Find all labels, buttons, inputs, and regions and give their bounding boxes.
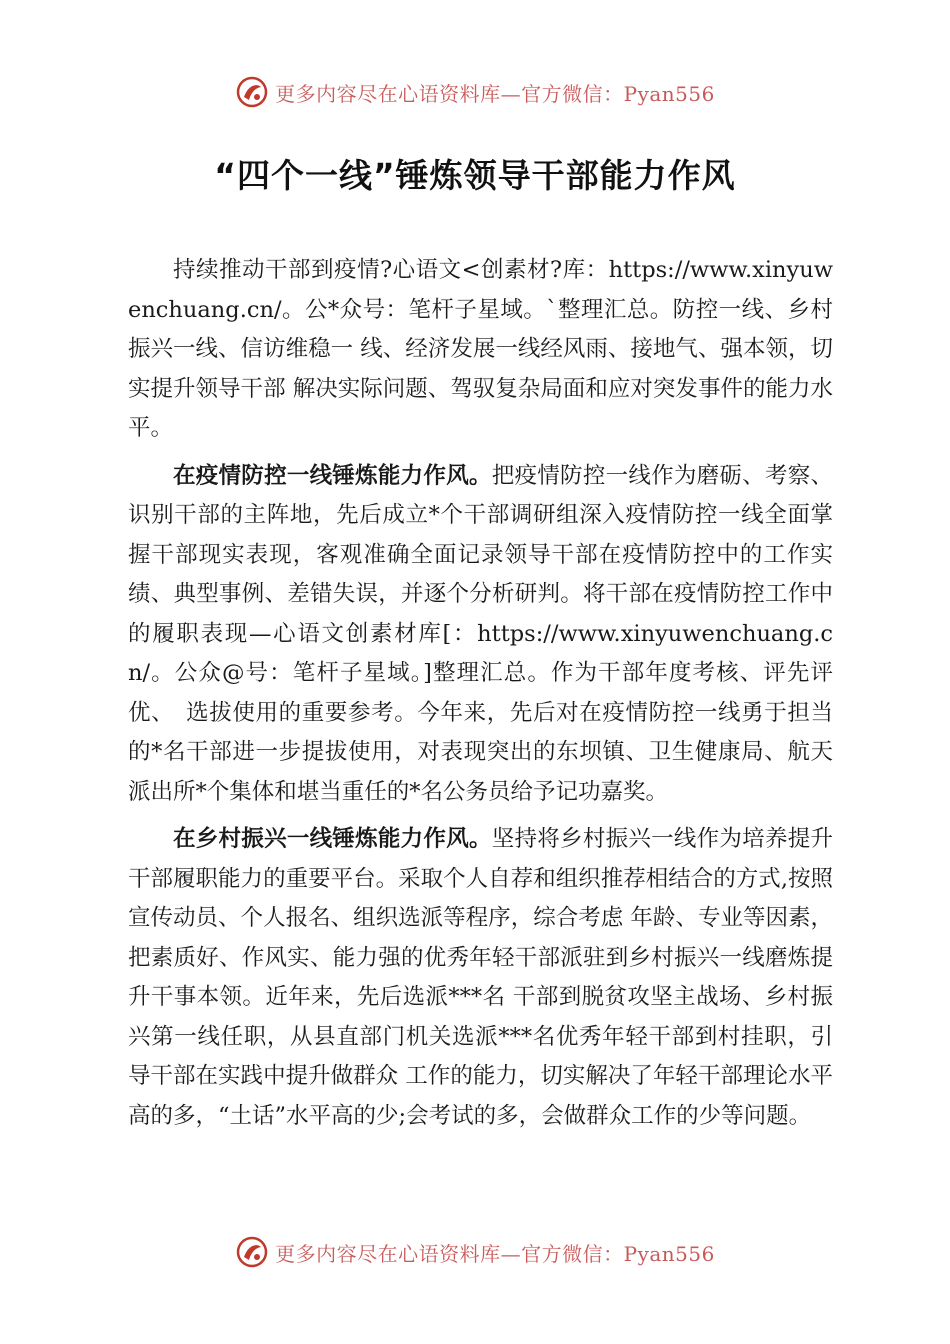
paragraph-text: 坚持将乡村振兴一线作为培养提升干部履职能力的重要平台。采取个人自荐和组织推荐相结合的方式,按照宣传动员、个人报名、组织选派等程序，综合考虑 年龄、专业等因素，把素质好、作风实、能力强的优秀年轻干部派驻到乡村振兴一线磨炼提升干事本领。近年来，先后选派***名 干部到脱贫攻坚主战场、乡村振兴第一线任职，从县直部门机关选派***名优秀年轻干部到村挂职，引导干部在实践中提升做群众 工作的能力，切实解决了年轻干部理论水平高的多，“土话”水平高的少;会考试的多，会做群众工作的少等问题。 [128, 826, 833, 1129]
paragraph-intro [128, 251, 833, 449]
red-seal-logo-icon [235, 75, 269, 109]
document-body [128, 251, 833, 1144]
paragraph-epidemic-control [128, 457, 833, 813]
paragraph-lead: 在疫情防控一线锤炼能力作风。 [173, 462, 492, 489]
red-seal-logo-icon [235, 1235, 269, 1269]
paragraph-lead: 在乡村振兴一线锤炼能力作风。 [173, 826, 492, 852]
footer-watermark-text: 更多内容尽在心语资料库—官方微信：Pyan556 [275, 1241, 715, 1266]
document-title: “四个一线”锤炼领导干部能力作风 [214, 156, 736, 195]
header-watermark-text: 更多内容尽在心语资料库—官方微信：Pyan556 [275, 81, 715, 106]
paragraph-rural-revitalization [128, 820, 833, 1136]
footer-watermark [0, 1232, 950, 1272]
header-watermark [0, 72, 950, 112]
paragraph-text: 把疫情防控一线作为磨砺、考察、识别干部的主阵地，先后成立*个干部调研组深入疫情防控一线全面掌握干部现实表现，客观准确全面记录领导干部在疫情防控中的工作实绩、典型事例、差错失误，并逐个分析研判。将干部在疫情防控工作中的履职表现—心语文创素材库[：https://www.xinyuwenchuang.cn/。公众@号：笔杆子星域。]整理汇总。作为干部年度考核、评先评优、 选拔使用的重要参考。今年来，先后对在疫情防控一线勇于担当的*名干部进一步提拔使用，对表现突出的东坝镇、卫生健康局、航天派出所*个集体和堪当重任的*名公务员给予记功嘉奖。 [128, 462, 833, 805]
paragraph-text: 持续推动干部到疫情?心语文<创素材?库：https://www.xinyuwenchuang.cn/。公*众号：笔杆子星域。`整理汇总。防控一线、乡村振兴一线、信访维稳一 线、经济发展一线经风雨、接地气、强本领，切实提升领导干部 解决实际问题、驾驭复杂局面和应对突发事件的能力水平。 [128, 257, 833, 441]
